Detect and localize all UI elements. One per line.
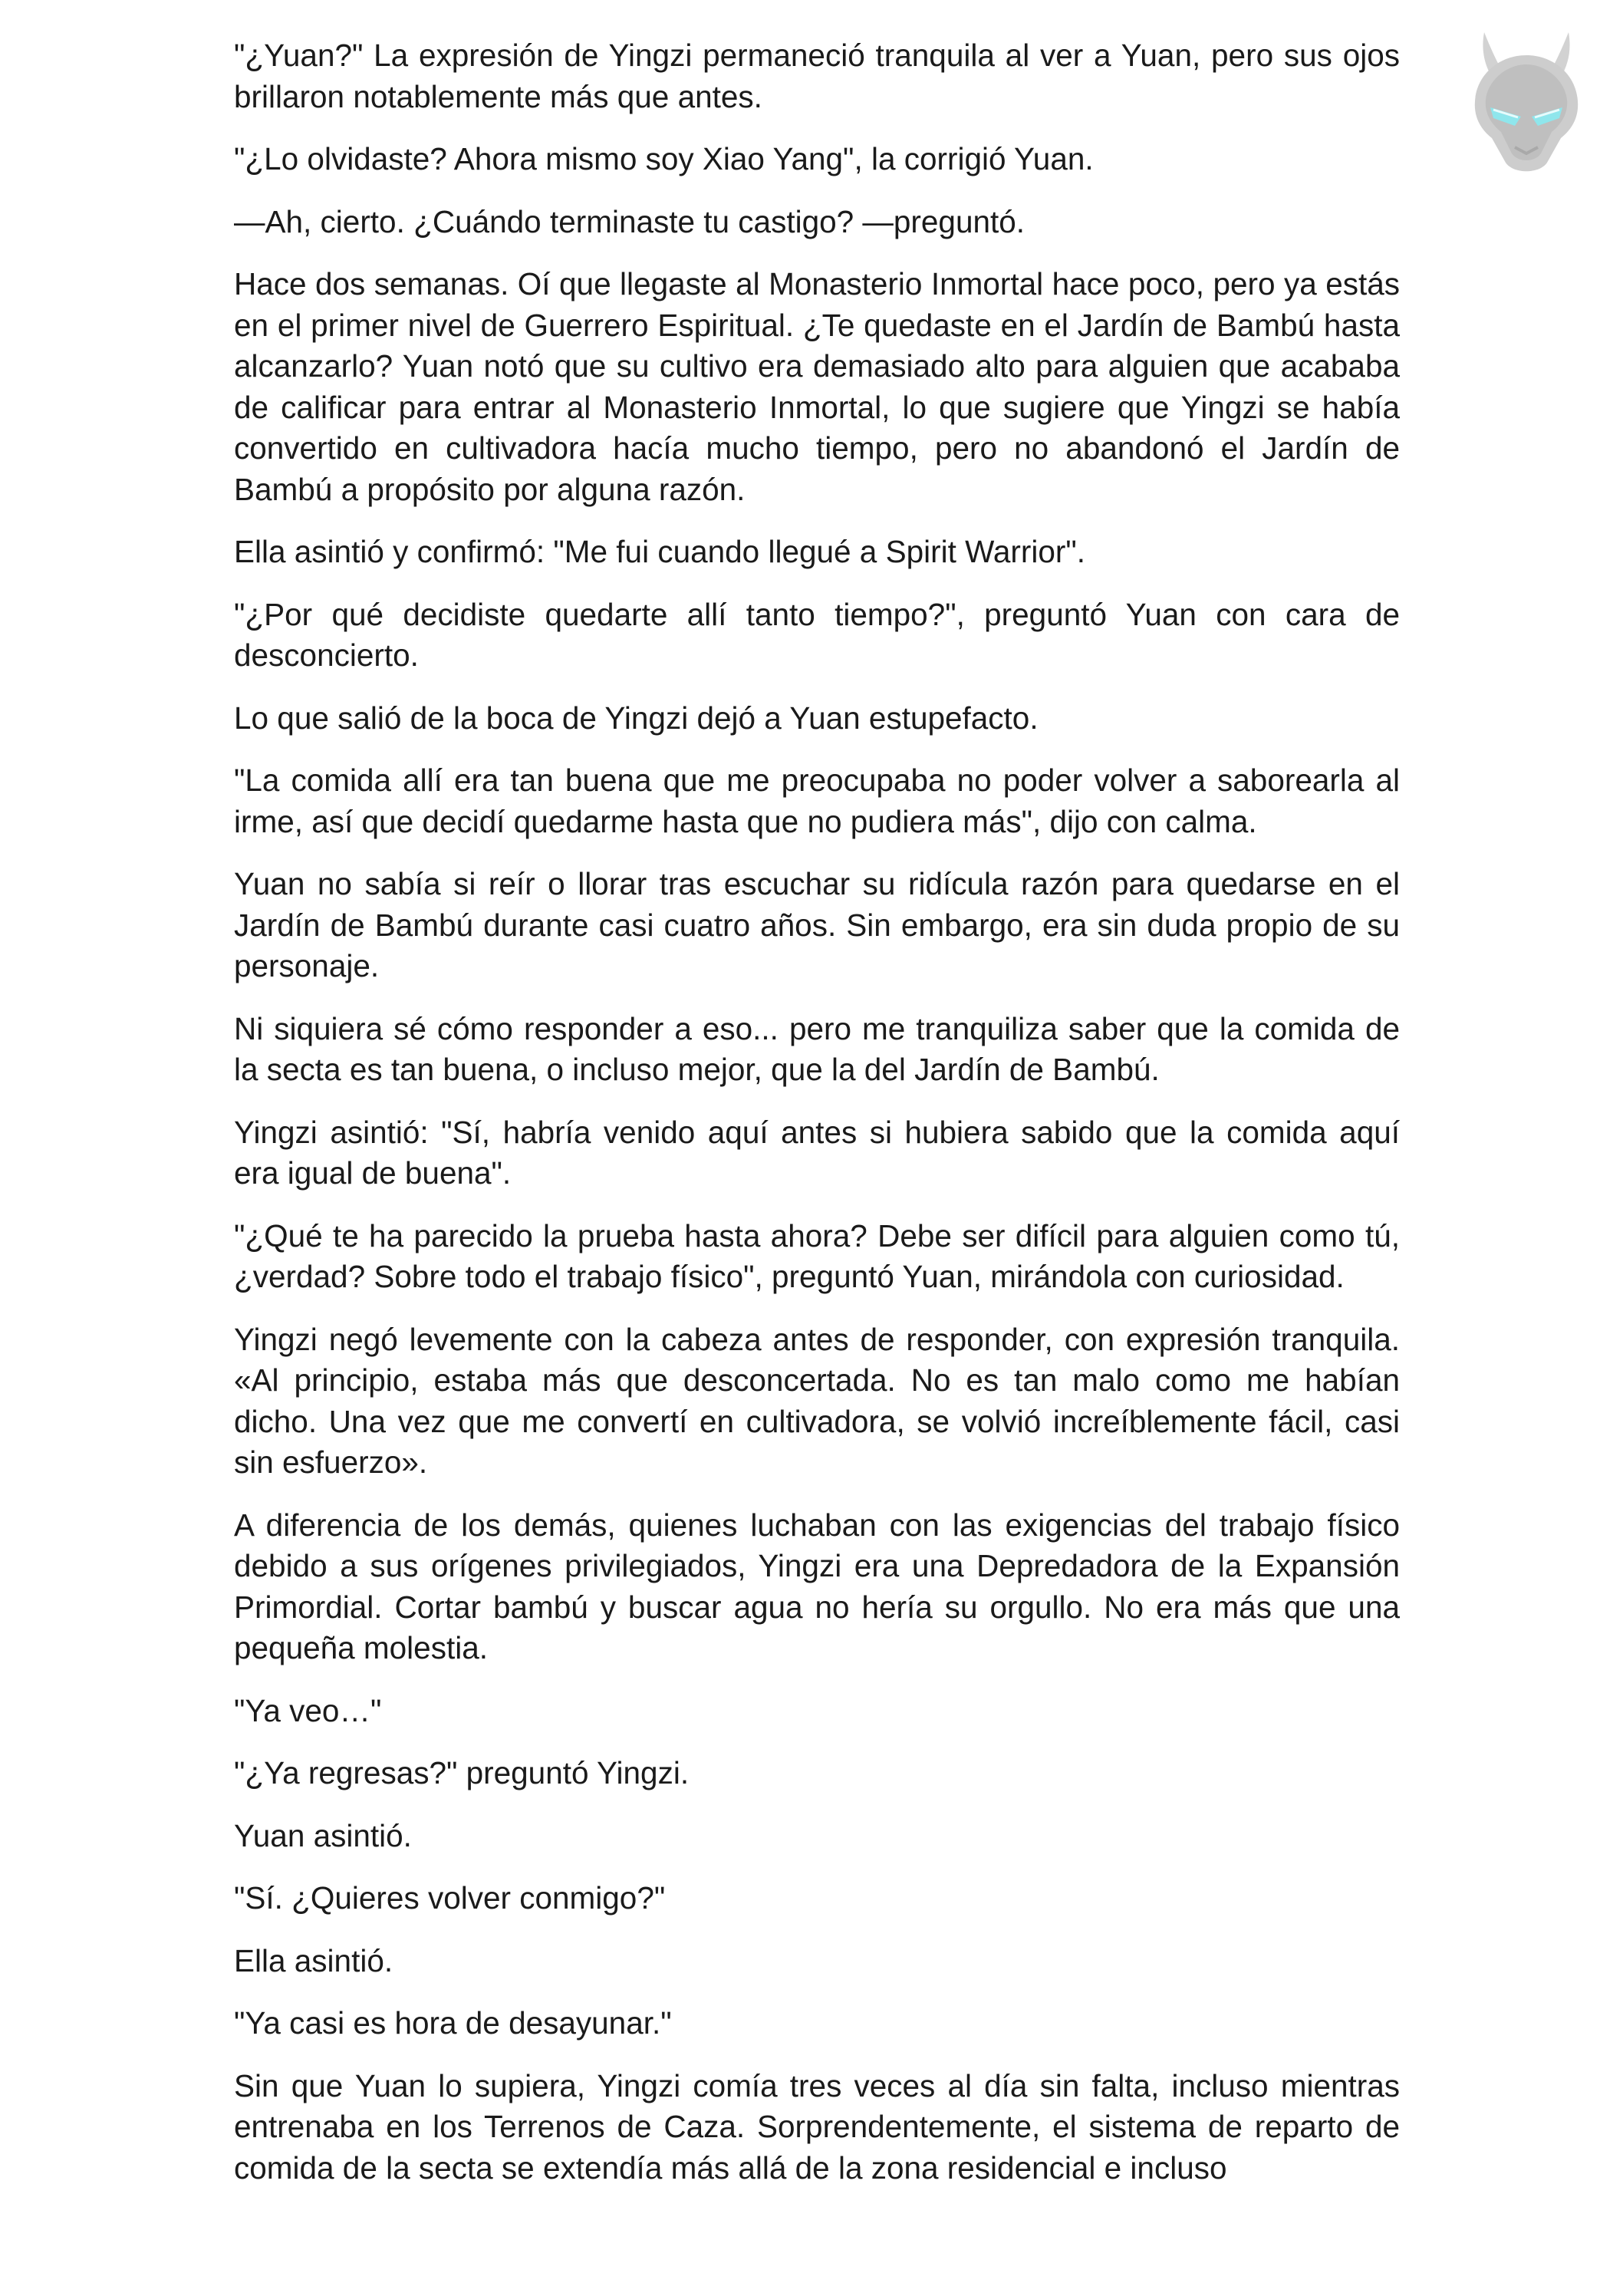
- paragraph: "La comida allí era tan buena que me preocupaba no poder volver a saborearla al irme, así que decidí quedarme hasta que no pudiera más", dijo con calma.: [234, 763, 1400, 839]
- paragraph: Yuan asintió.: [234, 1817, 412, 1853]
- paragraph: A diferencia de los demás, quienes luchaban con las exigencias del trabajo físico debido a sus orígenes privilegiados, Yingzi era una Depredadora de la Expansión Primordial. Cortar bambú y buscar agua no hería su orgullo. No era más que una pequeña molestia.: [234, 1507, 1400, 1665]
- demon-head-icon: [1461, 17, 1592, 186]
- paragraph: Yingzi negó levemente con la cabeza antes de responder, con expresión tranquila. «Al principio, estaba más que desconcertada. No es tan malo como me habían dicho. Una vez que me convertí en cultivadora, se volvió increíblemente fácil, casi sin esfuerzo».: [234, 1321, 1400, 1480]
- paragraph: Yuan no sabía si reír o llorar tras escuchar su ridícula razón para quedarse en el Jardín de Bambú durante casi cuatro años. Sin embargo, era sin duda propio de su personaje.: [234, 866, 1400, 983]
- paragraph: "¿Ya regresas?" preguntó Yingzi.: [234, 1755, 690, 1790]
- paragraph: Sin que Yuan lo supiera, Yingzi comía tres veces al día sin falta, incluso mientras entrenaba en los Terrenos de Caza. Sorprendentemente, el sistema de reparto de comida de la secta se extendía más allá de la zona residencial e incluso: [234, 2067, 1400, 2186]
- paragraph: "Sí. ¿Quieres volver conmigo?": [234, 1880, 666, 1916]
- paragraph: "¿Yuan?" La expresión de Yingzi permaneció tranquila al ver a Yuan, pero sus ojos brillaron notablemente más que antes.: [234, 38, 1400, 114]
- paragraph: "Ya veo…": [234, 1692, 382, 1728]
- document-body: [234, 35, 1400, 2210]
- paragraph: "¿Por qué decidiste quedarte allí tanto tiempo?", preguntó Yuan con cara de desconcierto.: [234, 596, 1400, 673]
- paragraph: Ni siquiera sé cómo responder a eso... pero me tranquiliza saber que la comida de la secta es tan buena, o incluso mejor, que la del Jardín de Bambú.: [234, 1010, 1400, 1087]
- paragraph: "¿Lo olvidaste? Ahora mismo soy Xiao Yang", la corrigió Yuan.: [234, 141, 1094, 176]
- paragraph: "¿Qué te ha parecido la prueba hasta ahora? Debe ser difícil para alguien como tú, ¿verdad? Sobre todo el trabajo físico", preguntó Yuan, mirándola con curiosidad.: [234, 1217, 1400, 1294]
- paragraph: Ella asintió.: [234, 1942, 393, 1978]
- paragraph: Ella asintió y confirmó: "Me fui cuando llegué a Spirit Warrior".: [234, 534, 1085, 569]
- paragraph: —Ah, cierto. ¿Cuándo terminaste tu castigo? —preguntó.: [234, 203, 1025, 239]
- paragraph: Hace dos semanas. Oí que llegaste al Monasterio Inmortal hace poco, pero ya estás en el primer nivel de Guerrero Espiritual. ¿Te quedaste en el Jardín de Bambú hasta alcanzarlo? Yuan notó que su cultivo era demasiado alto para alguien que acababa de calificar para entrar al Monasterio Inmortal, lo que sugiere que Yingzi se había convertido en cultivadora hacía mucho tiempo, pero no abandonó el Jardín de Bambú a propósito por alguna razón.: [234, 266, 1400, 507]
- paragraph: "Ya casi es hora de desayunar.": [234, 2005, 672, 2041]
- paragraph: Lo que salió de la boca de Yingzi dejó a Yuan estupefacto.: [234, 700, 1039, 736]
- paragraph: Yingzi asintió: "Sí, habría venido aquí antes si hubiera sabido que la comida aquí era igual de buena".: [234, 1114, 1400, 1191]
